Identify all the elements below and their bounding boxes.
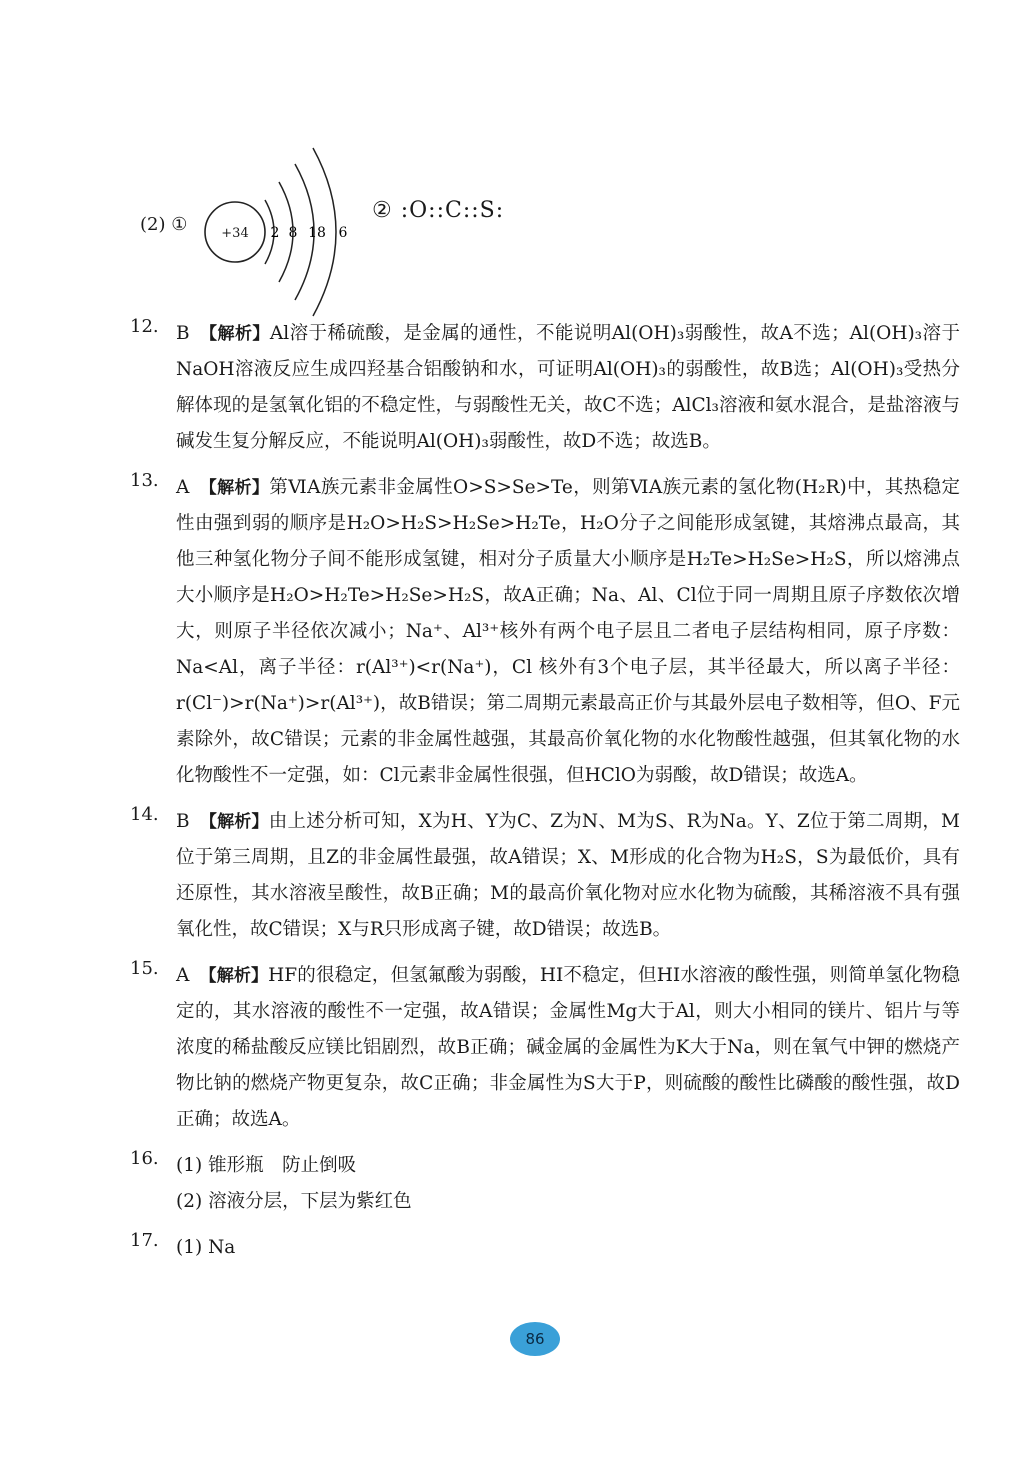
analysis-tag: 【解析】 [199,812,269,832]
nucleus-charge: +34 [221,226,249,241]
question-number: 15. [130,958,159,979]
answer-choice: B [176,811,190,832]
analysis-text: HF的很稳定，但氢氟酸为弱酸，HI不稳定，但HI水溶液的酸性强，则简单氢化物稳定的，其水溶液的酸性不一定强，故A错误；金属性Mg大于Al，则大小相同的镁片、铝片与等浓度的稀盐酸反应镁比铝剧烈，故B正确；碱金属的金属性为K大于Na，则在氧气中钾的燃烧产物比钠的燃烧产物更复杂，故C正确；非金属性为S大于P，则硫酸的酸性比磷酸的酸性强，故D正确；故选A。 [176,965,961,1130]
answer-choice: A [176,965,190,986]
lewis-formula: :O::C::S: [400,198,505,223]
answer-item-15 [130,958,960,1138]
question-number: 12. [130,316,159,337]
analysis-tag: 【解析】 [199,966,269,986]
question-number: 13. [130,470,159,491]
answer-list [130,316,960,1276]
shell-count-1: 2 [270,225,280,241]
answer-choice: A [176,477,190,498]
shell-count-2: 8 [288,225,298,241]
question-number: 14. [130,804,159,825]
answer-item-16 [130,1148,960,1220]
atom-structure-diagram [195,130,365,320]
analysis-tag: 【解析】 [199,478,270,498]
answer-choice: B [176,323,190,344]
analysis-text: 第ⅥA族元素非金属性O>S>Se>Te，则第ⅥA族元素的氢化物(H₂R)中，其热稳定性由强到弱的顺序是H₂O>H₂S>H₂Se>H₂Te，H₂O分子之间能形成氢键，其熔沸点最高，其他三种氢化物分子间不能形成氢键，相对分子质量大小顺序是H₂Te>H₂Se>H₂S，所以熔沸点大小顺序是H₂O>H₂Te>H₂Se>H₂S，故A正确；Na、Al、Cl位于同一周期且原子序数依次增大，则原子半径依次减小；Na⁺、Al³⁺核外有两个电子层且二者电子层结构相同，原子序数：Na<Al，离子半径：r(Al³⁺)<r(Na⁺)，Cl 核外有3个电子层，其半径最大，所以离子半径：r(Cl⁻)>r(Na⁺)>r(Al³⁺)，故B错误；第二周期元素最高正价与其最外层电子数相等，但O、F元素除外，故C错误；元素的非金属性越强，其最高价氧化物的水化物酸性越强，但其氧化物的水化物酸性不一定强，如：Cl元素非金属性很强，但HClO为弱酸，故D错误；故选A。 [176,477,960,786]
sub-question-label: (2) ① [140,214,188,235]
answer-body [176,470,960,794]
question-number: 17. [130,1230,159,1251]
shell-count-4: 6 [338,225,348,241]
lewis-structure [372,198,504,223]
analysis-text: Al溶于稀硫酸，是金属的通性，不能说明Al(OH)₃弱酸性，故A不选；Al(OH)₃溶于NaOH溶液反应生成四羟基合铝酸钠和水，可证明Al(OH)₃的弱酸性，故B选；Al(OH)₃受热分解体现的是氢氧化铝的不稳定性，与弱酸性无关，故C不选；AlCl₃溶液和氨水混合，是盐溶液与碱发生复分解反应，不能说明Al(OH)₃弱酸性，故D不选；故选B。 [176,323,960,452]
sub-answer-1: (1) Na [176,1237,236,1258]
answer-body [176,958,960,1138]
answer-item-14 [130,804,960,948]
analysis-tag: 【解析】 [199,324,270,344]
atom-structure-row [0,120,1020,320]
page-number: 86 [525,1330,545,1348]
question-number: 16. [130,1148,159,1169]
answer-body [176,316,960,460]
sub-answer-2: (2) 溶液分层，下层为紫红色 [176,1191,412,1212]
shell-count-3: 18 [308,225,326,241]
answer-body [176,804,960,948]
page-number-badge [510,1322,560,1356]
answer-item-13 [130,470,960,794]
answer-item-12 [130,316,960,460]
lewis-label: ② [372,198,393,223]
answer-item-17 [130,1230,960,1266]
analysis-text: 由上述分析可知，X为H、Y为C、Z为N、M为S、R为Na。Y、Z位于第二周期，M位于第三周期，且Z的非金属性最强，故A错误；X、M形成的化合物为H₂S，S为最低价，具有还原性，其水溶液呈酸性，故B正确；M的最高价氧化物对应水化物为硫酸，其稀溶液不具有强氧化性，故C错误；X与R只形成离子键，故D错误；故选B。 [176,811,960,940]
sub-answer-1: (1) 锥形瓶 防止倒吸 [176,1155,357,1176]
